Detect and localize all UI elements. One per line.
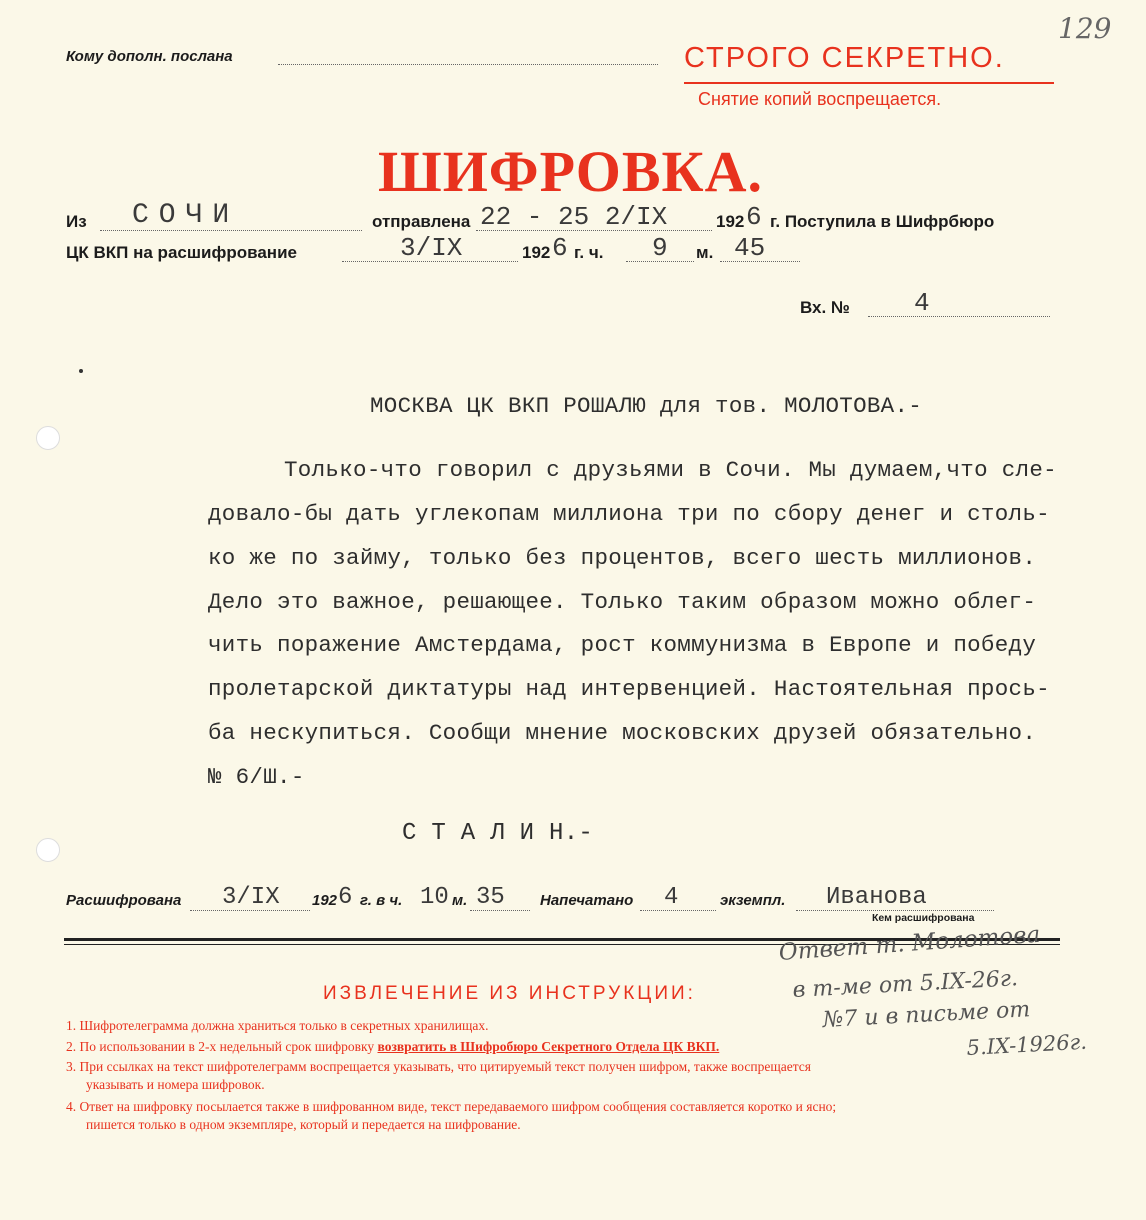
instruction-4-line-2: пишется только в одном экземпляре, который и передается на шифрование. <box>86 1117 521 1132</box>
from-value: СОЧИ <box>132 200 240 231</box>
copies-label: экземпл. <box>720 892 786 909</box>
handwritten-note-line-3: №7 и в письме от <box>822 997 1031 1033</box>
decoded-hour: 10 <box>420 884 449 911</box>
handwritten-note-line-1: Ответ т. Молотова <box>778 921 1042 966</box>
instruction-3-line-2: указывать и номера шифровок. <box>86 1077 265 1092</box>
body-line-2: довало-бы дать углекопам миллиона три по сбору денег и столь- <box>208 501 1050 527</box>
punch-hole-top <box>36 426 60 450</box>
handwritten-note-line-4: 5.IX-1926г. <box>966 1029 1088 1060</box>
m-label: м. <box>696 243 714 262</box>
instruction-1: 1. Шифротелеграмма должна храниться только в секретных хранилищах. <box>66 1018 489 1033</box>
received-label: г. Поступила в Шифрбюро <box>770 212 995 231</box>
printed-count: 4 <box>664 884 679 911</box>
instruction-4-line-1: 4. Ответ на шифровку посылается также в шифрованном виде, текст передаваемого шифром сообщения составляется коротко и ясно; <box>66 1099 837 1114</box>
body-line-7: ба нескупиться. Сообщи мнение московских друзей обязательно. <box>208 720 1037 746</box>
decode-year-digit: 6 <box>552 233 568 263</box>
body-line-8: № 6/Ш.- <box>208 764 305 790</box>
incoming-label: Вх. № <box>800 298 850 317</box>
address-line: МОСКВА ЦК ВКП РОШАЛЮ для тов. МОЛОТОВА.- <box>370 393 923 419</box>
decoded-date: 3/IX <box>222 884 280 911</box>
instruction-2 <box>66 1039 719 1055</box>
decoder-caption: Кем расшифрована <box>872 912 975 924</box>
minute-value: 45 <box>734 233 766 263</box>
doc-title: ШИФРОВКА. <box>378 139 763 204</box>
archive-page-number: 129 <box>1058 12 1112 45</box>
g-v-ch-label: г. в ч. <box>360 892 403 909</box>
instructions-heading: ИЗВЛЕЧЕНИЕ ИЗ ИНСТРУКЦИИ: <box>323 983 696 1004</box>
recipient-label: Кому дополн. послана <box>66 48 233 65</box>
sent-year-digit: 6 <box>746 202 762 232</box>
decoded-minute: 35 <box>476 884 505 911</box>
g-ch-label: г. ч. <box>574 243 604 262</box>
from-label: Из <box>66 212 87 231</box>
body-line-4: Дело это важное, решающее. Только таким образом можно облег- <box>208 589 1037 615</box>
decoded-year-digit: 6 <box>338 884 353 911</box>
no-copies-notice: Снятие копий воспрещается. <box>698 89 942 109</box>
body-line-6: пролетарской диктатуры над интервенцией. Настоятельная прось- <box>208 676 1050 702</box>
body-line-3: ко же по займу, только без процентов, всего шесть миллионов. <box>208 545 1037 571</box>
decode-date: 3/IX <box>400 233 463 263</box>
decoded-label: Расшифрована <box>66 892 182 909</box>
instruction-3-line-1: 3. При ссылках на текст шифротелеграмм воспрещается указывать, что цитируемый текст получен шифром, также воспрещается <box>66 1059 811 1074</box>
org-label: ЦК ВКП на расшифрование <box>66 243 297 262</box>
decode-year-prefix: 192 <box>522 243 551 262</box>
sent-label: отправлена <box>372 212 471 231</box>
signature: С Т А Л И Н.- <box>402 820 594 847</box>
instruction-2-emphasis: возвратить в Шифробюро Секретного Отдела ЦК ВКП. <box>377 1039 720 1054</box>
body-line-1: Только-что говорил с друзьями в Сочи. Мы думаем,что сле- <box>284 457 1057 483</box>
punch-hole-bottom <box>36 838 60 862</box>
printed-label: Напечатано <box>540 892 634 909</box>
decoded-m-label: м. <box>452 892 468 909</box>
body-line-5: чить поражение Амстердама, рост коммунизма в Европе и победу <box>208 632 1037 658</box>
decoded-year-prefix: 192 <box>312 892 338 909</box>
ink-dot <box>79 369 83 373</box>
handwritten-note-line-2: в т-ме от 5.IX-26г. <box>792 966 1019 1003</box>
instruction-2-text: 2. По использовании в 2-х недельный срок шифровку <box>66 1039 375 1054</box>
incoming-line <box>868 316 1050 317</box>
classification-underline <box>684 82 1054 84</box>
classification-stamp: СТРОГО СЕКРЕТНО. <box>684 42 1005 74</box>
hour-value: 9 <box>652 233 668 263</box>
incoming-number: 4 <box>914 288 930 318</box>
decoder-name: Иванова <box>826 884 927 911</box>
sent-year-prefix: 192 <box>716 212 745 231</box>
recipient-line <box>278 64 658 65</box>
sent-value: 22 - 25 2/IX <box>480 202 668 232</box>
